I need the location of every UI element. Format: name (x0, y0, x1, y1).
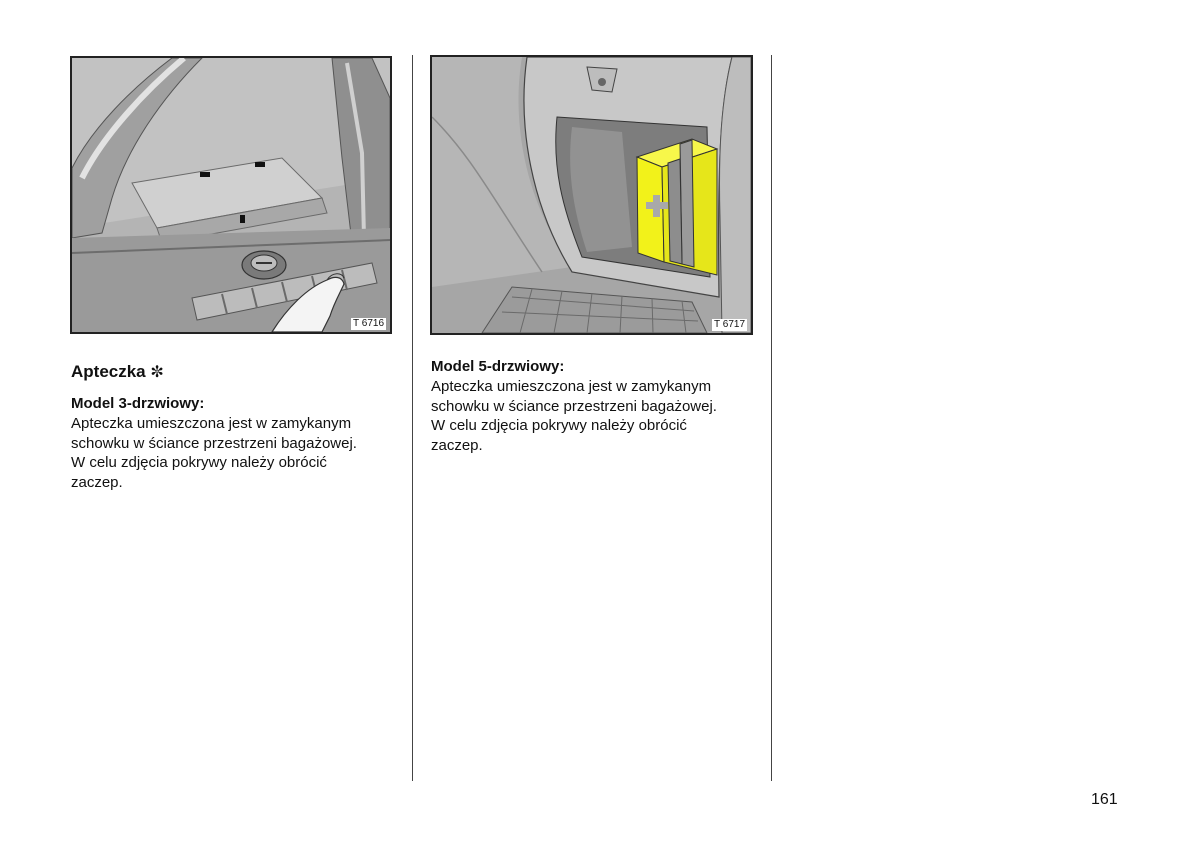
figure-model-5-door (430, 55, 753, 335)
figure-code-label: T 6716 (353, 318, 384, 329)
illustration-5-door-compartment (432, 57, 751, 333)
text-line: schowku w ściance przestrzeni bagażowej. (71, 434, 357, 452)
snowflake-icon: ✼ (150, 362, 164, 381)
model-3-door-paragraph (71, 414, 401, 492)
text-line: Apteczka umieszczona jest w zamykanym (431, 378, 712, 395)
page-number: 161 (1091, 791, 1118, 808)
text-line: zaczep. (71, 473, 123, 491)
text-line: W celu zdjęcia pokrywy należy obrócić (431, 417, 687, 434)
text-line: schowku w ściance przestrzeni bagażowej. (431, 397, 717, 415)
figure-model-3-door (70, 56, 392, 334)
text-line: W celu zdjęcia pokrywy należy obrócić (71, 454, 327, 471)
illustration-3-door-compartment (72, 58, 390, 332)
text-line: Apteczka umieszczona jest w zamykanym (71, 415, 352, 432)
text-line: zaczep. (431, 436, 483, 454)
section-title-text: Apteczka (71, 362, 146, 381)
model-5-door-heading: Model 5-drzwiowy: (431, 358, 565, 375)
model-5-door-paragraph (431, 377, 761, 455)
column-divider-left (412, 55, 413, 781)
section-title (71, 362, 164, 382)
model-3-door-heading: Model 3-drzwiowy: (71, 395, 205, 412)
column-divider-right (771, 55, 772, 781)
figure-code-label: T 6717 (714, 319, 745, 330)
